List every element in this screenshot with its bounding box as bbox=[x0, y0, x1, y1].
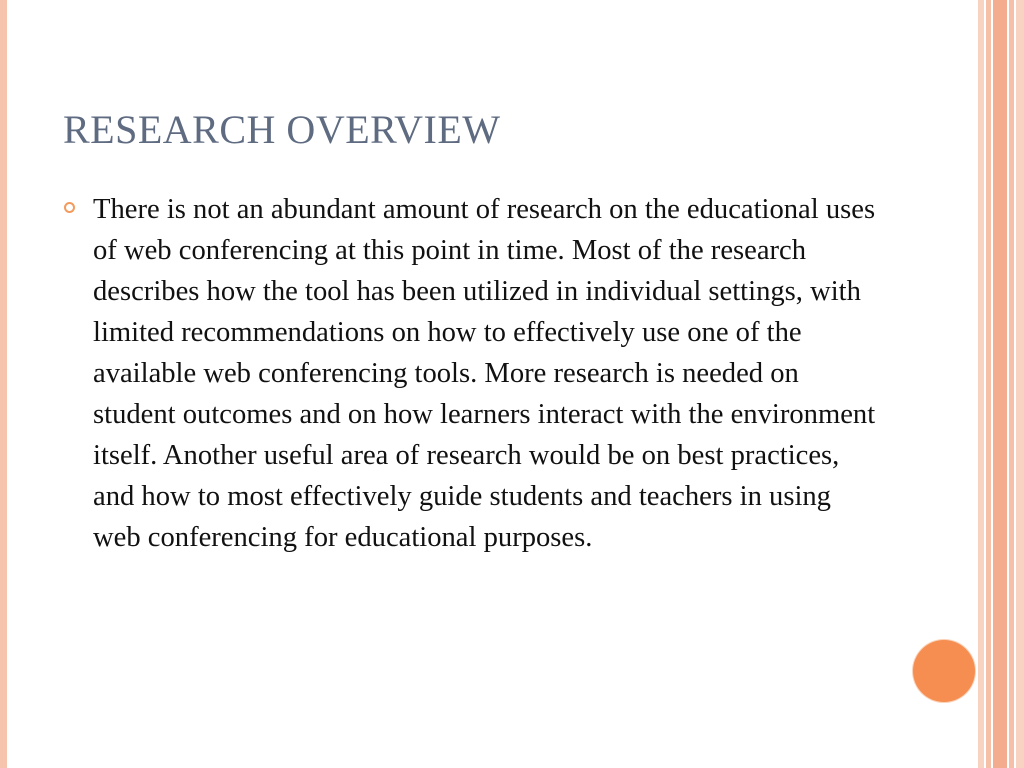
stripe bbox=[978, 0, 984, 768]
left-border-stripe bbox=[0, 0, 7, 768]
slide-body bbox=[62, 189, 892, 558]
bullet-text: There is not an abundant amount of research on the educational uses of web conferencing at this point in time. Most of the research describes how the tool has been utilized in individual settings, with limited recommendations on how to effectively use one of the available web conferencing tools. More research is needed on student outcomes and on how learners interact with the environment itself. Another useful area of research would be on best practices, and how to most effectively guide students and teachers in using web conferencing for educational purposes. bbox=[93, 194, 876, 553]
stripe bbox=[993, 0, 1007, 768]
right-decorative-stripes bbox=[978, 0, 1024, 768]
slide-title: RESEARCH OVERVIEW bbox=[63, 107, 501, 152]
stripe bbox=[1009, 0, 1014, 768]
orange-circle-decoration bbox=[913, 640, 975, 702]
stripe bbox=[1016, 0, 1024, 768]
hollow-circle-bullet-icon bbox=[64, 202, 75, 213]
bullet-item bbox=[62, 189, 892, 558]
stripe bbox=[986, 0, 991, 768]
